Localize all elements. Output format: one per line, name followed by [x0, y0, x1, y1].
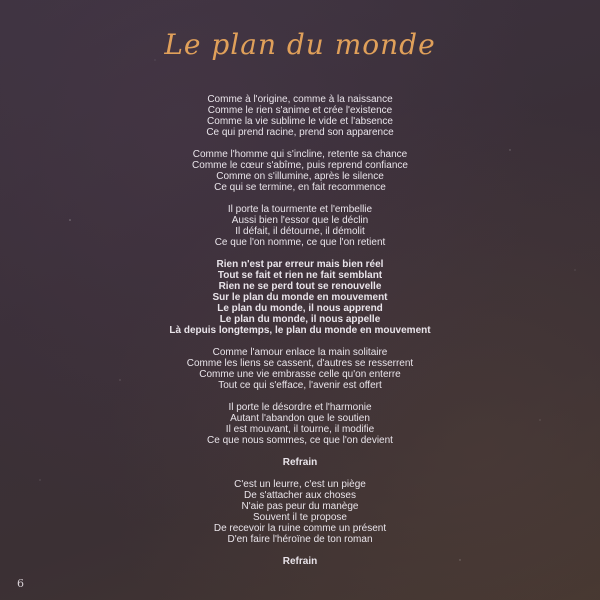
lyric-line: Il est mouvant, il tourne, il modifie [225, 424, 375, 435]
lyric-line: C'est un leurre, c'est un piège [234, 479, 366, 490]
lyric-line: N'aie pas peur du manège [241, 501, 359, 512]
lyrics-body [0, 94, 600, 578]
refrain-label: Refrain [282, 556, 318, 567]
lyric-line: Comme on s'illumine, après le silence [216, 171, 384, 182]
stanza-3 [0, 204, 600, 248]
lyric-line: Comme le cœur s'abîme, puis reprend confiance [192, 160, 408, 171]
lyric-line: Ce qui se termine, en fait recommence [214, 182, 386, 193]
chorus-line: Sur le plan du monde en mouvement [212, 292, 388, 303]
stanza-6 [0, 402, 600, 446]
lyric-line: Souvent il te propose [253, 512, 347, 523]
chorus-line: Là depuis longtemps, le plan du monde en mouvement [169, 325, 431, 336]
page-number: 6 [17, 577, 24, 590]
lyric-line: Comme une vie embrasse celle qu'on enterre [199, 369, 401, 380]
lyric-line: Aussi bien l'essor que le déclin [231, 215, 369, 226]
stanza-final [0, 479, 600, 545]
lyric-line: Comme l'homme qui s'incline, retente sa chance [192, 149, 408, 160]
chorus-stanza [0, 259, 600, 336]
chorus-line: Tout se fait et rien ne fait semblant [217, 270, 383, 281]
lyric-line: Comme la vie sublime le vide et l'absence [207, 116, 393, 127]
chorus-line: Rien ne se perd tout se renouvelle [218, 281, 382, 292]
refrain-label: Refrain [282, 457, 318, 468]
lyric-line: Ce que nous sommes, ce que l'on devient [207, 435, 393, 446]
lyric-line: Il porte le désordre et l'harmonie [228, 402, 372, 413]
lyric-line: Ce qui prend racine, prend son apparence [206, 127, 394, 138]
lyric-line: Comme l'amour enlace la main solitaire [212, 347, 388, 358]
lyric-line: De recevoir la ruine comme un présent [213, 523, 387, 534]
lyric-line: Comme les liens se cassent, d'autres se resserrent [186, 358, 414, 369]
lyric-line: Autant l'abandon que le soutien [230, 413, 370, 424]
chorus-line: Rien n'est par erreur mais bien réel [216, 259, 384, 270]
lyric-line: De s'attacher aux choses [244, 490, 356, 501]
chorus-line: Le plan du monde, il nous apprend [217, 303, 383, 314]
stanza-2 [0, 149, 600, 193]
chorus-line: Le plan du monde, il nous appelle [219, 314, 381, 325]
stanza-1 [0, 94, 600, 138]
lyric-line: Comme le rien s'anime et crée l'existence [207, 105, 393, 116]
lyric-line: Ce que l'on nomme, ce que l'on retient [214, 237, 386, 248]
lyric-line: D'en faire l'héroïne de ton roman [227, 534, 373, 545]
lyric-line: Tout ce qui s'efface, l'avenir est offert [218, 380, 382, 391]
song-title: Le plan du monde [164, 28, 436, 61]
lyric-line: Comme à l'origine, comme à la naissance [207, 94, 393, 105]
lyric-line: Il défait, il détourne, il démolit [235, 226, 365, 237]
lyric-line: Il porte la tourmente et l'embellie [227, 204, 373, 215]
stanza-5 [0, 347, 600, 391]
